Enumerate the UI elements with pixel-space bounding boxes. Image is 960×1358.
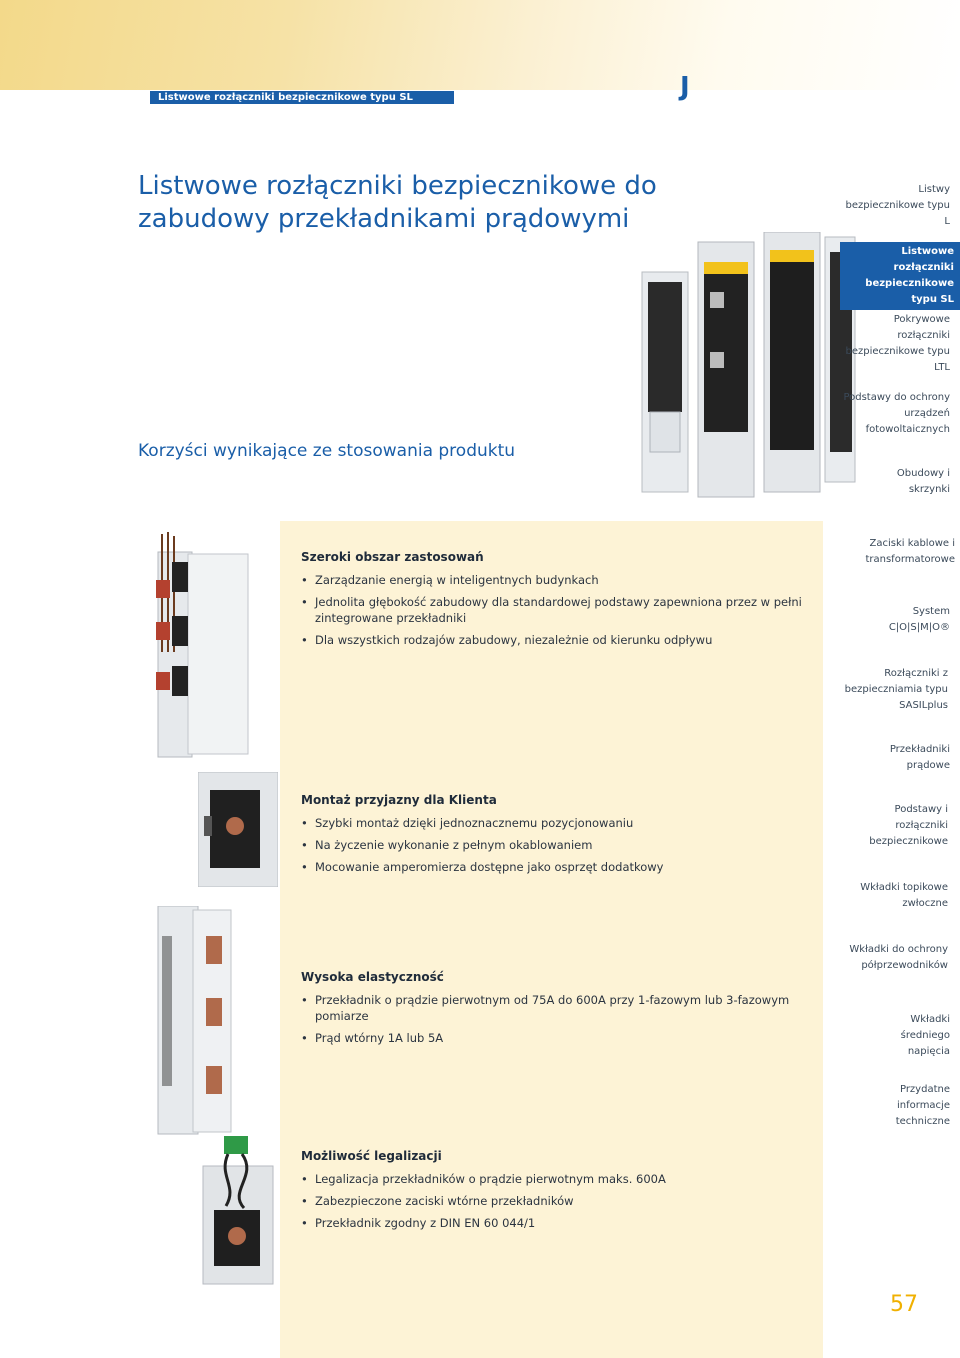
header-banner-photo — [0, 0, 960, 90]
nav-item-listwy-typu-l[interactable]: Listwy bezpiecznikowe typu L — [845, 184, 950, 227]
bullet-list — [301, 1171, 821, 1231]
section-heading: Możliwość legalizacji — [301, 1149, 442, 1163]
nav-item-wkladki-polprzewodniki[interactable]: Wkładki do ochrony półprzewodników — [849, 944, 948, 971]
section-bar: Listwowe rozłączniki bezpiecznikowe typu SL — [150, 91, 454, 104]
nav-item-podstawy-rozlaczniki[interactable]: Podstawy i rozłączniki bezpiecznikowe — [869, 804, 948, 847]
nav-item-wkladki-sredniego-napiecia[interactable]: Wkładki średniego napięcia — [900, 1014, 950, 1057]
section-customer-friendly-mounting — [301, 793, 821, 881]
page-number: 57 — [890, 1292, 918, 1317]
nav-item-system-cosmo[interactable]: System C|O|S|M|O® — [888, 606, 950, 633]
nav-item-zaciski[interactable]: Zaciski kablowe i transformatorowe — [865, 538, 955, 565]
nav-item-przekladniki[interactable]: Przekładniki prądowe — [889, 744, 950, 771]
product-photo-fuse-switches — [640, 232, 860, 502]
bullet-item: • Zarządzanie energią w inteligentnych budynkach — [301, 572, 821, 588]
nav-item-przydatne-informacje[interactable]: Przydatne informacje techniczne — [895, 1084, 950, 1127]
page-title: Listwowe rozłączniki bezpiecznikowe do zabudowy przekładnikami prądowymi — [138, 171, 657, 234]
bullet-list — [301, 572, 821, 648]
benefits-heading: Korzyści wynikające ze stosowania produktu — [138, 441, 516, 461]
section-wide-application — [301, 550, 821, 654]
section-heading: Montaż przyjazny dla Klienta — [301, 793, 497, 807]
nav-item-sasilplus[interactable]: Rozłączniki z bezpieczniamia typu SASILplus — [844, 668, 948, 711]
nav-item-wkladki-zwloczne[interactable]: Wkładki topikowe zwłoczne — [860, 882, 948, 909]
nav-item-pokrywowe-typu-ltl[interactable]: Pokrywowe rozłączniki bezpiecznikowe typu LTL — [845, 314, 950, 373]
bullet-item: • Mocowanie amperomierza dostępne jako osprzęt dodatkowy — [301, 859, 821, 875]
section-high-flexibility — [301, 970, 821, 1052]
nav-item-podstawy-fotowoltaika[interactable]: Podstawy do ochrony urządzeń fotowoltaicznych — [843, 392, 950, 435]
bullet-item: • Jednolita głębokość zabudowy dla standardowej podstawy zapewniona przez w pełni zintegrowane przekładniki — [301, 594, 821, 626]
bullet-item: • Na życzenie wykonanie z pełnym okablowaniem — [301, 837, 821, 853]
section-legalization — [301, 1149, 821, 1237]
bullet-item: • Legalizacja przekładników o prądzie pierwotnym maks. 600A — [301, 1171, 821, 1187]
section-heading: Wysoka elastyczność — [301, 970, 444, 984]
bullet-item: • Szybki montaż dzięki jednoznacznemu pozycjonowaniu — [301, 815, 821, 831]
bullet-list — [301, 815, 821, 875]
photo-three-phase-fuse-switch — [148, 906, 233, 1136]
bullet-item: • Dla wszystkich rodzajów zabudowy, niezależnie od kierunku odpływu — [301, 632, 821, 648]
section-letter: J — [680, 72, 690, 102]
photo-current-transformer-mount — [198, 772, 278, 887]
bullet-item: • Prąd wtórny 1A lub 5A — [301, 1030, 821, 1046]
bullet-list — [301, 992, 821, 1046]
bullet-item: • Przekładnik zgodny z DIN EN 60 044/1 — [301, 1215, 821, 1231]
section-heading: Szeroki obszar zastosowań — [301, 550, 484, 564]
bullet-item: • Zabezpieczone zaciski wtórne przekładników — [301, 1193, 821, 1209]
photo-fuse-switch-with-wiring — [148, 532, 258, 762]
bullet-item: • Przekładnik o prądzie pierwotnym od 75A do 600A przy 1-fazowym lub 3-fazowym pomiarze — [301, 992, 821, 1024]
nav-item-obudowy[interactable]: Obudowy i skrzynki — [896, 468, 950, 495]
nav-item-listwowe-typu-sl[interactable]: Listwowe rozłączniki bezpiecznikowe typu SL — [840, 242, 960, 310]
photo-sealable-terminals — [198, 1136, 278, 1286]
